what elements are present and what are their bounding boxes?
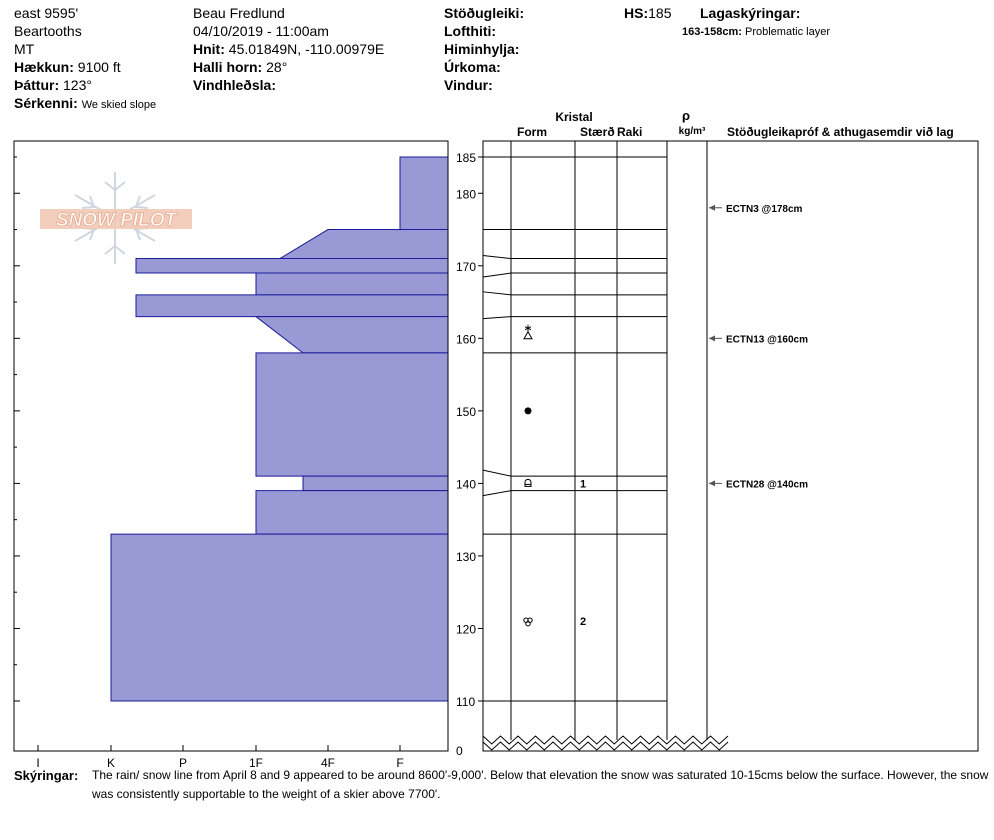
depth-label-170: 170 [456,259,477,274]
layer-note-range: 163-158cm: [682,26,742,38]
crystal-surface-hoar-faceted-icon [524,325,532,339]
air-temp-label: Lofthiti: [444,23,497,39]
datetime: 04/10/2019 - 11:00am [193,23,329,39]
hardness-label-p: P [178,756,188,770]
depth-label-180: 180 [456,187,477,202]
wind-loading-label: Vindhleðsla: [193,77,276,93]
hardness-label-k: K [106,756,116,770]
slope-label: Halli horn: [193,59,263,75]
stability-label: Stöðugleiki: [444,5,525,21]
test-label-1: ECTN13 @160cm [726,334,809,346]
depth-label-130: 130 [456,549,477,564]
comments-label: Skýringar: [14,768,79,783]
features-value: We skied slope [81,99,157,111]
depth-break-zigzag [483,736,728,744]
test-arrow-icon [709,205,715,211]
hardness-layer-6 [256,353,448,476]
test-arrow-icon [709,335,715,341]
hardness-label-i: I [36,756,40,770]
elevation-value: 9100 ft [77,59,121,75]
test-arrow-icon [709,480,715,486]
coords-label: Hnit: [193,41,225,57]
depth-label-150: 150 [456,404,477,419]
sky-label: Himinhylja: [444,41,520,57]
depth-label-110: 110 [456,695,476,709]
crystal-faceted-rounded-icon [525,479,531,486]
hardness-layer-4 [136,295,448,317]
logo-text: SNOW PILOT [55,210,177,231]
hardness-layer-9 [111,534,448,701]
layer-table-lines [483,141,728,750]
layers-label: Lagaskýringar: [700,5,801,21]
layer-table-frame [483,141,978,751]
hardness-layer-5 [256,317,448,353]
snow-pilot-logo [40,172,192,264]
comments-line-2: was consistently supportable to the weight of a skier above 7700'. [92,787,441,801]
depth-label-140: 140 [456,477,477,492]
crystal-rounded-icon [525,407,532,414]
crystal-size: 1 [580,478,587,491]
hardness-label-4f: 4F [320,756,336,770]
hardness-layer-2 [136,259,448,274]
col-size: Stærð [580,125,615,139]
col-tests: Stöðugleikapróf & athugasemdir við lag [727,125,954,139]
col-wetness: Raki [617,125,643,139]
test-label-2: ECTN28 @140cm [726,479,809,491]
faceted-grain-icon [525,479,531,486]
mountain-range: Beartooths [14,23,82,39]
comments [14,766,992,804]
observer: Beau Fredlund [193,5,285,21]
state: MT [14,41,35,57]
features-label: Sérkenni: [14,95,78,111]
layer-note-text: Problematic layer [745,26,830,38]
rounded-grain-icon [525,407,532,414]
hardness-label-1f: 1F [248,756,264,770]
hardness-layer-7 [303,476,448,491]
triangle-icon [524,332,532,339]
comments-line-1: The rain/ snow line from April 8 and 9 appeared to be around 8600'-9,000'. Below that elevation the snow was saturated 10-15cms below the surface. However, the snow [92,768,989,782]
coords-value: 45.01849N, -110.00979E [228,41,385,57]
crystal-size: 2 [580,616,587,629]
hs-label: HS: [624,5,649,21]
depth-label-185: 185 [456,151,477,165]
col-form: Form [517,125,547,139]
slope-value: 28° [266,59,288,75]
mf-circle [526,622,530,626]
hardness-layer-3 [256,273,448,295]
location: east 9595' [14,5,79,21]
aspect-value: 123° [63,77,92,93]
wind-label: Vindur: [444,77,493,93]
test-label-0: ECTN3 @178cm [726,203,803,215]
col-kristal: Kristal [555,110,593,124]
crystal-melt-freeze-icon [524,618,532,626]
col-rho: ρ [681,108,691,123]
aspect-label: Þáttur: [14,77,60,93]
hardness-layers [111,157,448,701]
hardness-label-f: F [396,756,404,770]
depth-label-120: 120 [456,622,477,637]
left-axis-ticks [14,157,20,701]
hardness-layer-0 [400,157,448,230]
stability-tests [709,204,808,491]
hardness-layer-8 [256,491,448,535]
elevation-label: Hækkun: [14,59,74,75]
precip-label: Úrkoma: [444,59,501,75]
depth-break-zigzag-2 [483,742,728,750]
hs-value: 185 [648,5,672,21]
depth-axis [448,141,483,758]
col-density-unit: kg/m³ [678,126,706,137]
depth-label-160: 160 [456,332,477,347]
depth-label-break: 0 [456,744,463,758]
hardness-layer-1 [280,230,448,259]
